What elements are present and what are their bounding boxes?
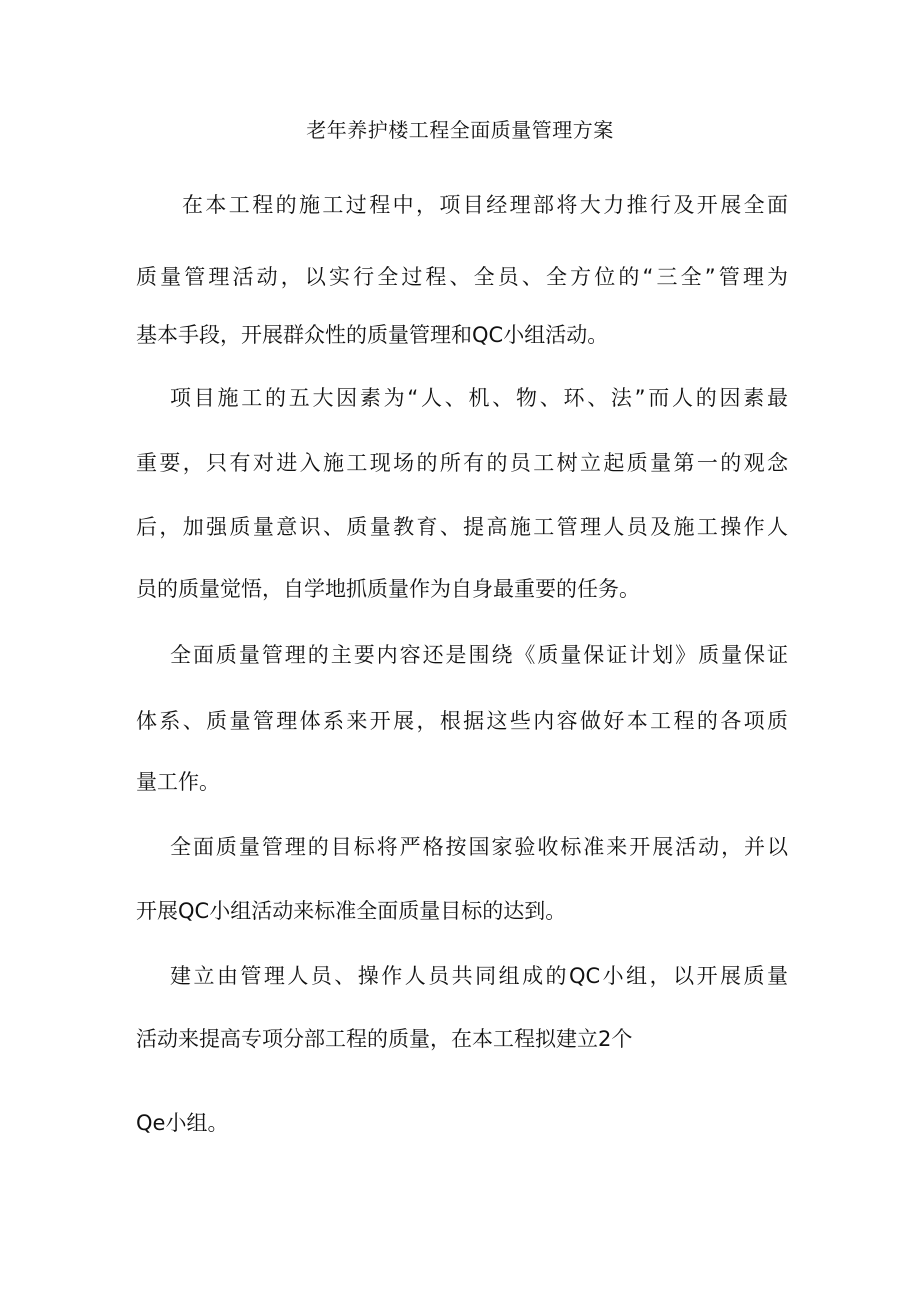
paragraph-1-line-1: 在本工程的施工过程中，项目经理部将大力推行及开展全面 [182,193,788,217]
paragraph-1-line-3: 基本手段，开展群众性的质量管理和QC小组活动。 [136,323,609,347]
paragraph-2-line-2: 重要，只有对进入施工现场的所有的员工树立起质量第一的观念 [136,451,788,475]
paragraph-3-line-3: 量工作。 [136,770,220,794]
paragraph-2-line-1: 项目施工的五大因素为“人、机、物、环、法”而人的因素最 [170,386,788,410]
document-title: 老年养护楼工程全面质量管理方案 [306,118,614,142]
paragraph-2-line-3: 后，加强质量意识、质量教育、提高施工管理人员及施工操作人 [136,515,788,539]
paragraph-2-line-4: 员的质量觉悟，自学地抓质量作为自身最重要的任务。 [136,577,640,601]
paragraph-4-line-1: 全面质量管理的目标将严格按国家验收标准来开展活动，并以 [170,835,788,859]
paragraph-5-line-2: 活动来提高专项分部工程的质量，在本工程拟建立2个 [136,1027,633,1051]
paragraph-3-line-1: 全面质量管理的主要内容还是围绕《质量保证计划》质量保证 [170,643,788,667]
paragraph-1-line-2: 质量管理活动，以实行全过程、全员、全方位的“三全”管理为 [136,265,788,289]
paragraph-5-line-3: Qe小组。 [136,1111,229,1135]
paragraph-3-line-2: 体系、质量管理体系来开展，根据这些内容做好本工程的各项质 [136,709,788,733]
paragraph-4-line-2: 开展QC小组活动来标准全面质量目标的达到。 [136,899,567,923]
paragraph-5-line-1: 建立由管理人员、操作人员共同组成的QC小组，以开展质量 [170,964,788,988]
